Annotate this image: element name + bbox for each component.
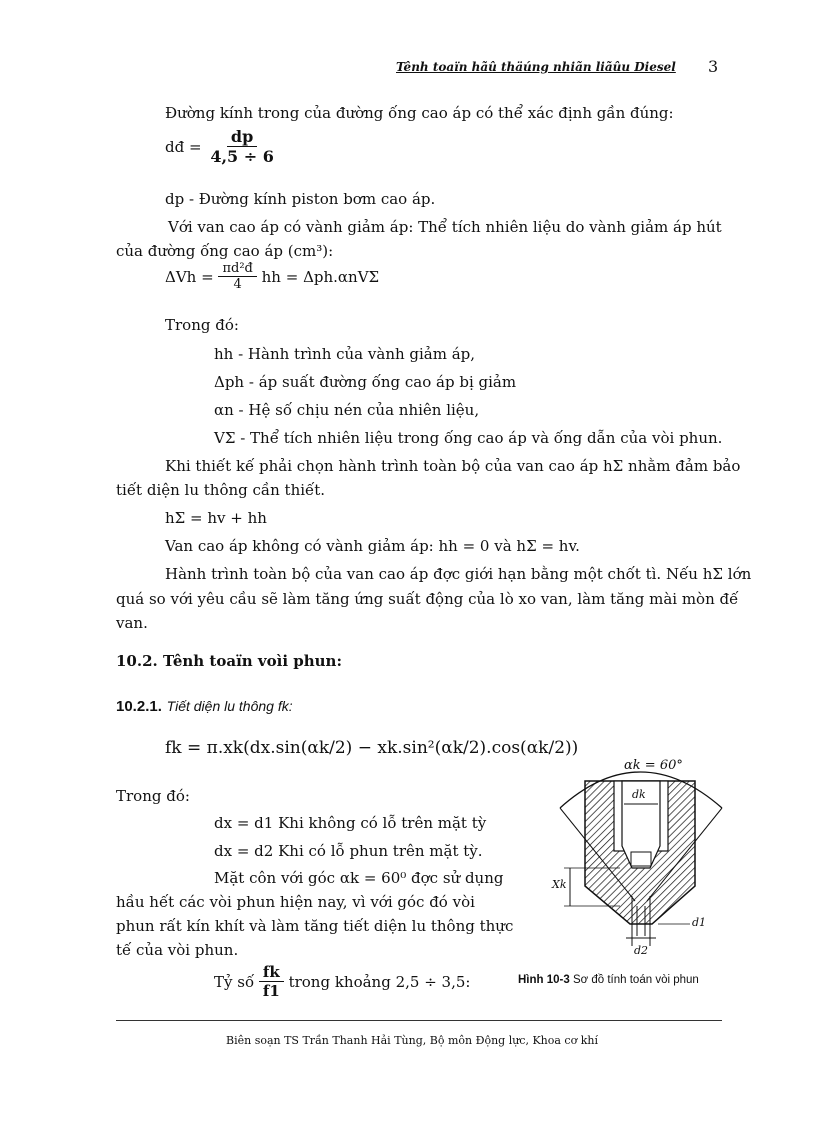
paragraph: Mặt côn với góc αk = 60⁰ đợc sử dụng [214, 869, 504, 887]
subsection-heading [116, 697, 293, 715]
page-number: 3 [708, 57, 719, 76]
d2-label: d2 [634, 944, 649, 957]
fraction [218, 262, 256, 293]
definition-item: dx = d1 Khi không có lỗ trên mặt tỳ [214, 814, 487, 832]
definition-item: Δph - áp suất đường ống cao áp bị giảm [214, 373, 517, 391]
ratio-suffix: trong khoảng 2,5 ÷ 3,5: [288, 972, 471, 991]
definition-item: VΣ - Thể tích nhiên liệu trong ống cao áp và ống dẫn của vòi phun. [214, 429, 723, 447]
dk-label: dk [632, 788, 646, 801]
equation-h-sigma: hΣ = hv + hh [165, 509, 267, 527]
fraction [206, 128, 278, 166]
d1-label: d1 [692, 916, 707, 929]
paragraph: Với van cao áp có vành giảm áp: Thể tích nhiên liệu do vành giảm áp hút [168, 218, 722, 236]
paragraph: Khi thiết kế phải chọn hành trình toàn bộ của van cao áp hΣ nhằm đảm bảo [165, 457, 741, 475]
nozzle-figure [540, 746, 740, 961]
equation-dd [165, 128, 278, 166]
definition-item: dx = d2 Khi có lỗ phun trên mặt tỳ. [214, 842, 483, 860]
paragraph: của đường ống cao áp (cm³): [116, 242, 334, 260]
fraction-numerator: dp [227, 128, 257, 147]
paragraph: Van cao áp không có vành giảm áp: hh = 0 và hΣ = hv. [165, 537, 580, 555]
section-heading: 10.2. Tênh toaïn voìi phun: [116, 652, 342, 670]
paragraph: tiết diện lu thông cần thiết. [116, 481, 326, 499]
paragraph: Đường kính trong của đường ống cao áp có thể xác định gần đúng: [165, 104, 674, 122]
label-trong-do: Trong đó: [165, 316, 239, 334]
fraction-numerator: πd²đ [218, 262, 256, 277]
footer-rule [116, 1020, 722, 1021]
fraction [259, 964, 284, 1000]
angle-label: αk = 60° [624, 758, 683, 773]
ratio-line [214, 964, 470, 1000]
equation-delta-v [165, 262, 379, 293]
definition-item: αn - Hệ số chịu nén của nhiên liệu, [214, 401, 480, 419]
subsection-number: 10.2.1. [116, 698, 162, 715]
running-header: Tênh toaïn hãû thäúng nhiãn liãûu Diesel [396, 60, 676, 74]
subsection-title: Tiết diện lu thông fk: [166, 698, 293, 714]
fraction-denominator: f1 [262, 981, 280, 1000]
fraction-denominator: 4 [233, 277, 242, 293]
caption-number: Hình 10-3 [518, 974, 570, 986]
paragraph: phun rất kín khít và làm tăng tiết diện lu thông thực [116, 917, 514, 935]
paragraph: quá so với yêu cầu sẽ làm tăng ứng suất động của lò xo van, làm tăng mài mòn đế [116, 590, 739, 608]
equation-lhs: dđ = [165, 137, 202, 156]
figure-caption [518, 974, 699, 986]
needle-tip [631, 852, 651, 866]
fraction-denominator: 4,5 ÷ 6 [210, 146, 274, 166]
caption-text: Sơ đồ tính toán vòi phun [572, 974, 699, 986]
xk-label: Xk [552, 878, 567, 891]
paragraph: dp - Đường kính piston bơm cao áp. [165, 190, 436, 208]
paragraph: tế của vòi phun. [116, 941, 239, 959]
ratio-prefix: Tỷ số [214, 972, 255, 991]
fraction-numerator: fk [259, 964, 284, 982]
equation-rhs: hh = Δph.αnVΣ [261, 268, 380, 287]
footer-text: Biên soạn TS Trần Thanh Hải Tùng, Bộ môn Động lực, Khoa cơ khí [226, 1034, 598, 1047]
nozzle-diagram [540, 746, 740, 961]
definition-item: hh - Hành trình của vành giảm áp, [214, 345, 476, 363]
equation-lhs: ΔVh = [165, 268, 214, 287]
equation-fk: fk = π.xk(dx.sin(αk/2) − xk.sin²(αk/2).cos(αk/2)) [165, 738, 579, 758]
label-trong-do: Trong đó: [116, 787, 190, 805]
paragraph: van. [116, 614, 148, 632]
paragraph: hầu hết các vòi phun hiện nay, vì với góc đó vòi [116, 893, 475, 911]
paragraph: Hành trình toàn bộ của van cao áp đợc giới hạn bằng một chốt tì. Nếu hΣ lớn [165, 565, 752, 583]
